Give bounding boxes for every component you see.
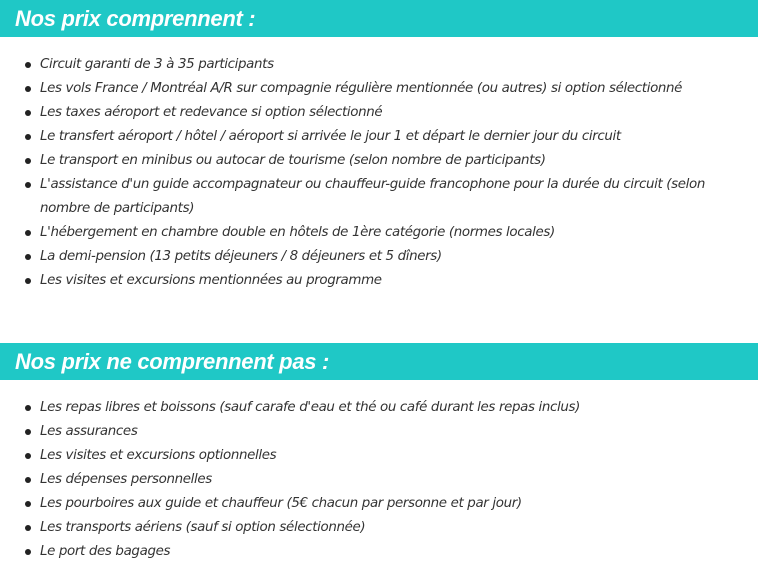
bullet-icon [25,62,31,68]
included-section-header [0,0,758,37]
list-item-text: Les taxes aéroport et redevance si option sélectionné [40,105,383,120]
list-item [0,269,758,293]
list-item [0,420,758,444]
list-item-text: Les pourboires aux guide et chauffeur (5€ chacun par personne et par jour) [40,496,522,511]
bullet-icon [25,158,31,164]
list-item-text: Les assurances [40,424,138,439]
bullet-icon [25,525,31,531]
list-item-text: Le transfert aéroport / hôtel / aéroport si arrivée le jour 1 et départ le dernier jour du circuit [40,129,621,144]
bullet-icon [25,230,31,236]
list-item-text: Les visites et excursions mentionnées au programme [40,273,382,288]
list-item-text: Le transport en minibus ou autocar de tourisme (selon nombre de participants) [40,153,546,168]
list-item [0,125,758,149]
bullet-icon [25,278,31,284]
list-item [0,101,758,125]
bullet-icon [25,429,31,435]
bullet-icon [25,477,31,483]
excluded-list [0,396,758,564]
bullet-icon [25,110,31,116]
included-list [0,53,758,293]
list-item [0,149,758,173]
list-item [0,221,758,245]
excluded-section-header [0,343,758,380]
list-item [0,245,758,269]
list-item [0,468,758,492]
list-item-text: Les transports aériens (sauf si option sélectionnée) [40,520,366,535]
bullet-icon [25,134,31,140]
list-item-text: Le port des bagages [40,544,171,559]
bullet-icon [25,501,31,507]
bullet-icon [25,549,31,555]
list-item-text: Les repas libres et boissons (sauf carafe d'eau et thé ou café durant les repas inclus) [40,400,581,415]
list-item-text: Les dépenses personnelles [40,472,212,487]
excluded-section-title: Nos prix ne comprennent pas : [15,349,330,374]
included-section-title: Nos prix comprennent : [15,6,256,31]
bullet-icon [25,405,31,411]
list-item-text: Les visites et excursions optionnelles [40,448,277,463]
list-item-text: L'hébergement en chambre double en hôtels de 1ère catégorie (normes locales) [40,225,555,240]
list-item [0,516,758,540]
bullet-icon [25,453,31,459]
list-item [0,173,758,221]
list-item [0,540,758,564]
bullet-icon [25,254,31,260]
list-item-text: L'assistance d'un guide accompagnateur ou chauffeur-guide francophone pour la durée du circuit (selon nombre de participants) [40,177,706,216]
list-item-text: Les vols France / Montréal A/R sur compagnie régulière mentionnée (ou autres) si option sélectionné [40,81,683,96]
list-item [0,77,758,101]
bullet-icon [25,182,31,188]
list-item [0,444,758,468]
list-item-text: La demi-pension (13 petits déjeuners / 8 déjeuners et 5 dîners) [40,249,442,264]
list-item [0,492,758,516]
list-item-text: Circuit garanti de 3 à 35 participants [40,57,274,72]
list-item [0,53,758,77]
bullet-icon [25,86,31,92]
list-item [0,396,758,420]
